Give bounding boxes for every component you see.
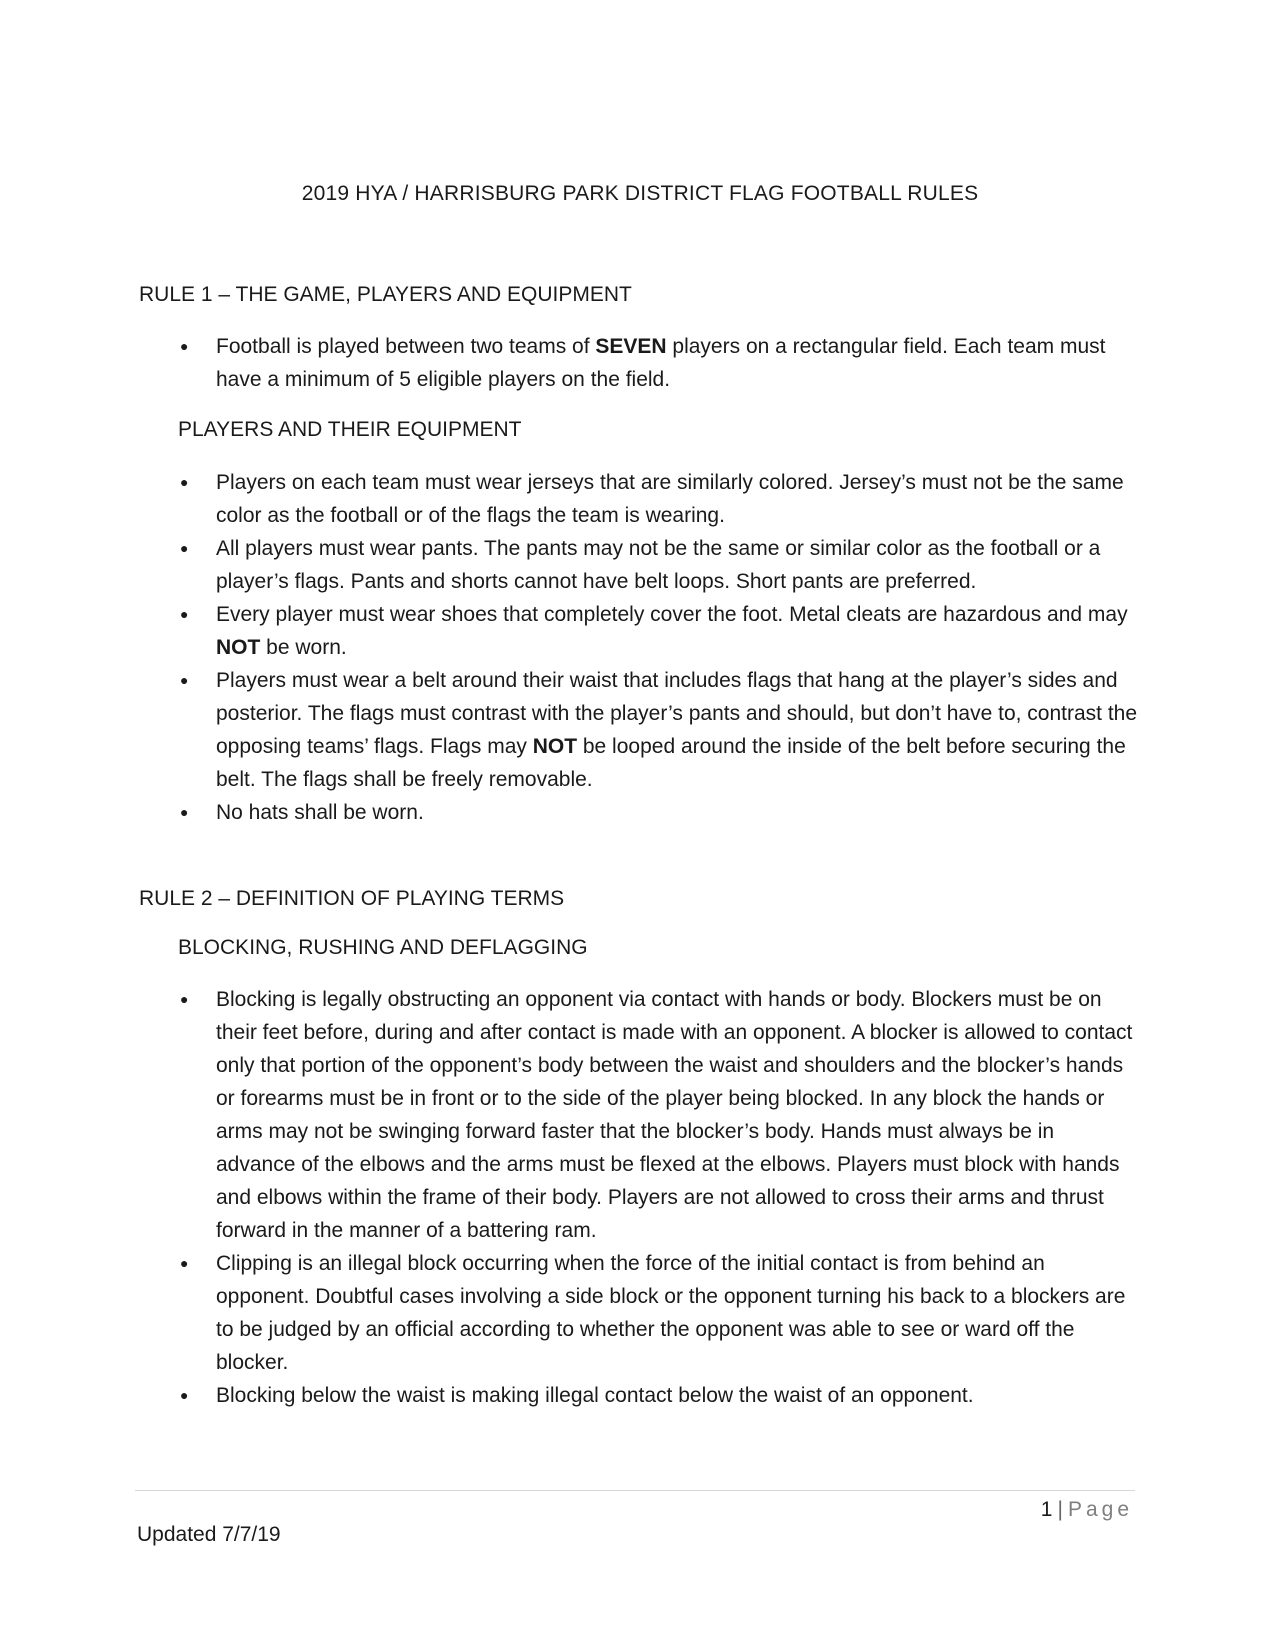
blocking-list [178, 983, 1138, 1412]
list-item: ● No hats shall be worn. [178, 796, 1138, 829]
blocking-subheading: BLOCKING, RUSHING AND DEFLAGGING [178, 936, 588, 959]
list-item: ● Every player must wear shoes that completely cover the foot. Metal cleats are hazardous and may NOT be worn. [178, 598, 1138, 664]
list-item: ● Players on each team must wear jerseys that are similarly colored. Jersey’s must not be the same color as the football or of the flags the team is wearing. [178, 466, 1138, 532]
bullet-icon: ● [180, 606, 189, 622]
bullet-icon: ● [180, 338, 189, 354]
rule-1-intro-list [178, 330, 1138, 396]
footer-divider [135, 1490, 1135, 1491]
list-item: ● Players must wear a belt around their waist that includes flags that hang at the player’s sides and posterior. The flags must contrast with the player’s pants and should, but don’t have to, contrast the opposing teams’ flags. Flags may NOT be looped around the inside of the belt before securing the belt. The flags shall be freely removable. [178, 664, 1138, 796]
equipment-subheading: PLAYERS AND THEIR EQUIPMENT [178, 418, 522, 441]
page-word: Page [1067, 1498, 1133, 1521]
bullet-icon: ● [180, 672, 189, 688]
page-number-value: 1 [1040, 1498, 1053, 1521]
list-item: ● Blocking is legally obstructing an opponent via contact with hands or body. Blockers must be on their feet before, during and after contact is made with an opponent. A blocker is allowed to contact only that portion of the opponent’s body between the waist and shoulders and the blocker’s hands or forearms must be in front or to the side of the player being blocked. In any block the hands or arms may not be swinging forward faster that the blocker’s body. Hands must always be in advance of the elbows and the arms must be flexed at the elbows. Players must block with hands and elbows within the frame of their body. Players are not allowed to cross their arms and thrust forward in the manner of a battering ram. [178, 983, 1138, 1247]
list-item: ● Clipping is an illegal block occurring when the force of the initial contact is from behind an opponent. Doubtful cases involving a side block or the opponent turning his back to a blockers are to be judged by an official according to whether the opponent was able to see or ward off the blocker. [178, 1247, 1138, 1379]
list-item: ● Football is played between two teams of SEVEN players on a rectangular field. Each team must have a minimum of 5 eligible players on the field. [178, 330, 1138, 396]
equipment-list [178, 466, 1138, 829]
list-item: ● Blocking below the waist is making illegal contact below the waist of an opponent. [178, 1379, 1138, 1412]
bullet-icon: ● [180, 991, 189, 1007]
page-number-separator: | [1057, 1498, 1063, 1521]
page-number [1010, 1498, 1133, 1522]
rule-2-heading: RULE 2 – DEFINITION OF PLAYING TERMS [139, 887, 565, 910]
document-title: 2019 HYA / HARRISBURG PARK DISTRICT FLAG FOOTBALL RULES [301, 182, 979, 205]
bullet-icon: ● [180, 1255, 189, 1271]
list-item: ● All players must wear pants. The pants may not be the same or similar color as the football or a player’s flags. Pants and shorts cannot have belt loops. Short pants are preferred. [178, 532, 1138, 598]
bullet-icon: ● [180, 474, 189, 490]
updated-date: Updated 7/7/19 [137, 1523, 281, 1546]
bullet-icon: ● [180, 804, 189, 820]
bullet-icon: ● [180, 1387, 189, 1403]
rule-1-heading: RULE 1 – THE GAME, PLAYERS AND EQUIPMENT [139, 283, 632, 306]
bullet-icon: ● [180, 540, 189, 556]
